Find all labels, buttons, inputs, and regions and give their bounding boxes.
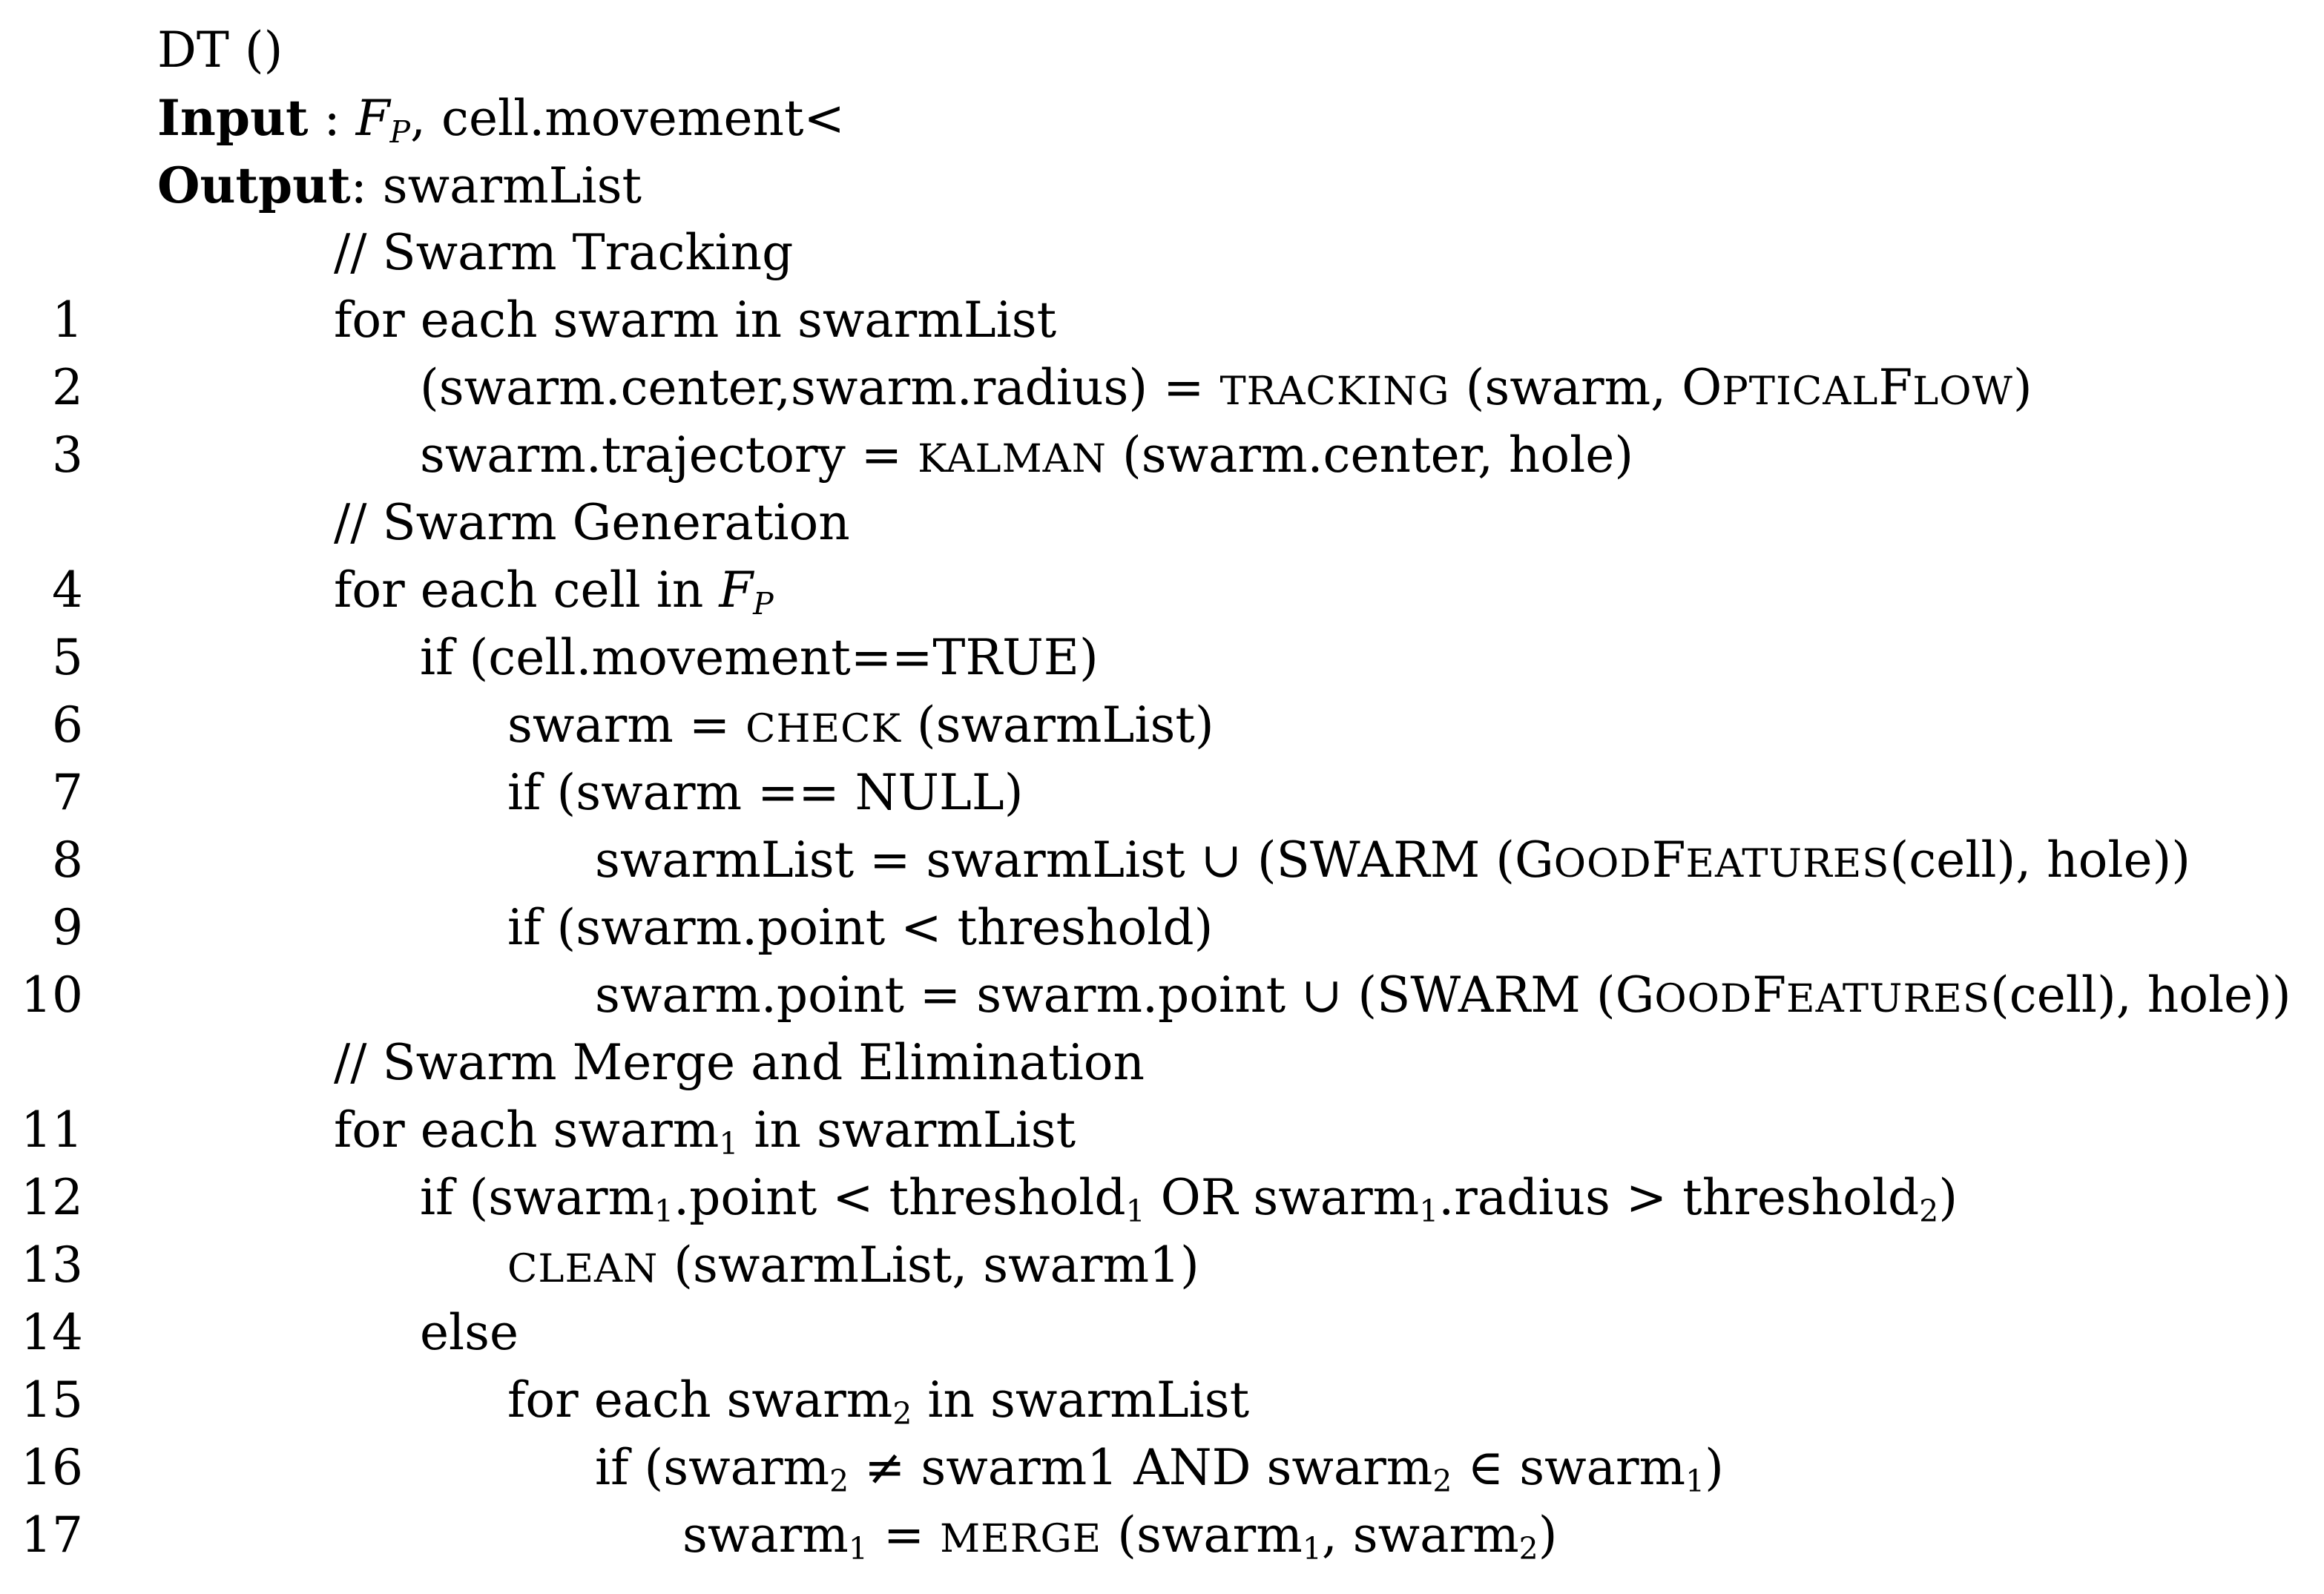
line-number: 16 — [21, 1439, 83, 1496]
line-number: 3 — [52, 427, 83, 484]
code-line-14 — [0, 1299, 2324, 1367]
output-value: : swarmList — [350, 157, 642, 214]
line-text: swarm = CHECK (swarmList) — [507, 696, 1214, 754]
func-clean: CLEAN — [507, 1246, 659, 1291]
line-number: 1 — [52, 292, 83, 349]
line-number: 12 — [21, 1169, 83, 1226]
func-merge: MERGE — [940, 1516, 1102, 1561]
algorithm-title-line — [0, 16, 2324, 85]
line-number: 10 — [21, 966, 83, 1024]
output-spec — [157, 151, 642, 220]
line-text: swarm.trajectory = KALMAN (swarm.center, hole) — [420, 427, 1634, 484]
line-text: if (swarm$_2$ ≠ swarm1 AND swarm$_2$ ∈ swarm$_1$) — [595, 1439, 1724, 1500]
line-number: 4 — [52, 561, 83, 619]
code-line-10 — [0, 961, 2324, 1030]
line-number: 15 — [21, 1371, 83, 1429]
code-line-16 — [0, 1434, 2324, 1502]
code-line-9 — [0, 894, 2324, 962]
output-line — [0, 151, 2324, 220]
code-line-5 — [0, 624, 2324, 692]
comment-swarm-merge: // Swarm Merge and Elimination — [334, 1034, 1145, 1091]
line-number: 9 — [52, 899, 83, 956]
line-text: swarmList = swarmList ∪ (SWARM (GOODFEATURES(cell), hole)) — [595, 831, 2191, 889]
code-line-7 — [0, 759, 2324, 827]
code-line-2 — [0, 354, 2324, 422]
input-label: Input — [157, 89, 309, 147]
line-number: 14 — [21, 1304, 83, 1361]
input-line — [0, 84, 2324, 152]
output-label: Output — [157, 157, 351, 214]
comment-line — [0, 1029, 2324, 1097]
code-line-11 — [0, 1096, 2324, 1165]
line-text: for each cell in $F_P$ — [334, 561, 774, 622]
code-line-17 — [0, 1501, 2324, 1570]
line-text: for each swarm$_1$ in swarmList — [334, 1101, 1076, 1162]
code-line-4 — [0, 556, 2324, 625]
input-var-sub: P — [389, 114, 411, 151]
code-line-8 — [0, 826, 2324, 895]
code-line-15 — [0, 1366, 2324, 1435]
code-line-6 — [0, 691, 2324, 760]
line-number: 7 — [52, 764, 83, 821]
algorithm-title: DT () — [157, 22, 283, 79]
code-line-12 — [0, 1164, 2324, 1232]
code-line-1 — [0, 286, 2324, 355]
line-text: swarm$_1$ = MERGE (swarm$_1$, swarm$_2$) — [682, 1506, 1558, 1567]
code-line-3 — [0, 421, 2324, 490]
line-number: 11 — [21, 1101, 83, 1159]
input-var: F — [355, 90, 390, 147]
input-spec: Input : $F_P$, cell.movement< — [157, 89, 845, 151]
line-text: if (swarm.point < threshold) — [507, 899, 1214, 956]
line-text: for each swarm$_2$ in swarmList — [507, 1371, 1250, 1432]
comment-swarm-generation: // Swarm Generation — [334, 494, 850, 551]
line-text: if (cell.movement==TRUE) — [420, 629, 1099, 686]
line-text: else — [420, 1304, 519, 1361]
line-number: 6 — [52, 696, 83, 754]
line-text: swarm.point = swarm.point ∪ (SWARM (GOODFEATURES(cell), hole)) — [595, 966, 2291, 1024]
line-text: if (swarm$_1$.point < threshold$_1$ OR swarm$_1$.radius > threshold$_2$) — [420, 1169, 1958, 1230]
line-number: 2 — [52, 359, 83, 416]
line-number: 8 — [52, 831, 83, 889]
line-number: 17 — [21, 1506, 83, 1564]
input-rest: , cell.movement< — [410, 90, 845, 147]
line-number: 5 — [52, 629, 83, 686]
func-check: CHECK — [745, 706, 901, 751]
line-text: (swarm.center,swarm.radius) = TRACKING (swarm, OPTICALFLOW) — [420, 359, 2032, 416]
func-tracking: TRACKING — [1219, 369, 1450, 414]
line-text: CLEAN (swarmList, swarm1) — [507, 1236, 1199, 1294]
comment-line — [0, 219, 2324, 287]
code-line-13 — [0, 1231, 2324, 1300]
line-text: if (swarm == NULL) — [507, 764, 1024, 821]
line-number: 13 — [21, 1236, 83, 1294]
comment-swarm-tracking: // Swarm Tracking — [334, 224, 794, 281]
line-text: for each swarm in swarmList — [334, 292, 1057, 349]
func-kalman: KALMAN — [918, 436, 1107, 481]
comment-line — [0, 489, 2324, 557]
